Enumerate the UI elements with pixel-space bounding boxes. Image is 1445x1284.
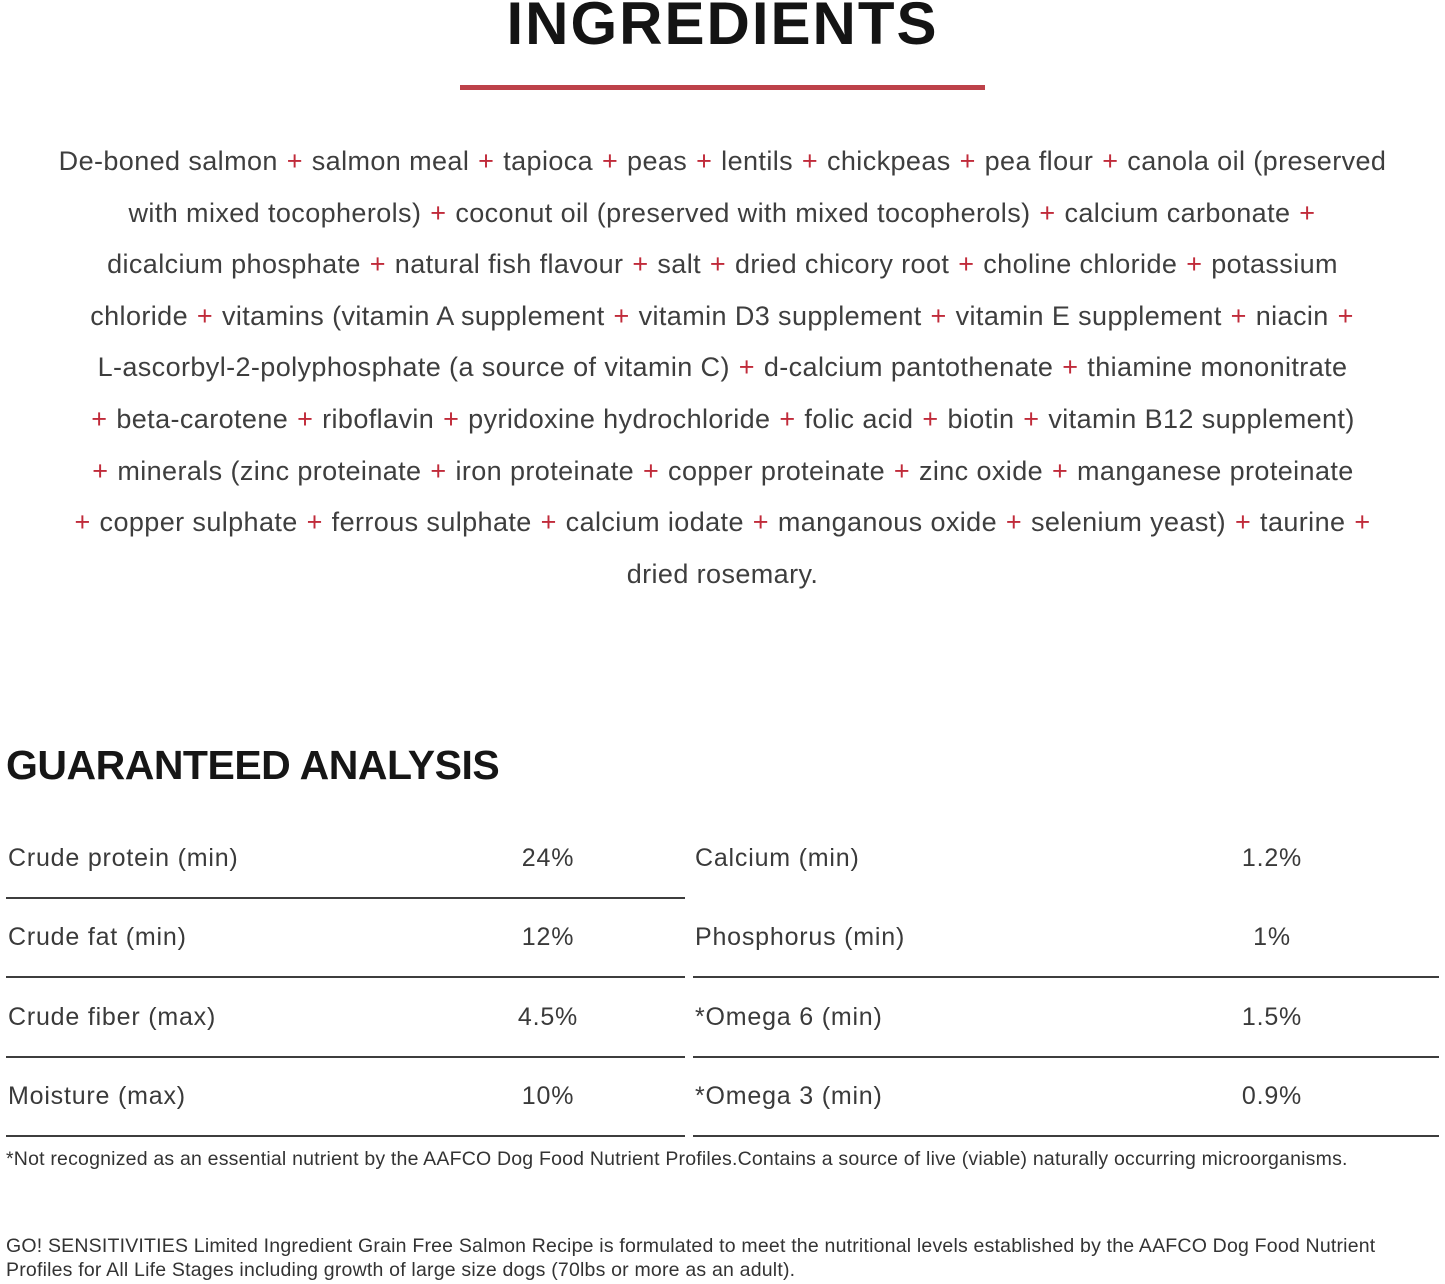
guaranteed-analysis-table: [6, 819, 1439, 1137]
plus-separator-icon: +: [540, 507, 557, 538]
asterisk-footnote: *Not recognized as an essential nutrient by the AAFCO Dog Food Nutrient Profiles.Contains a source of live (viable) naturally occurring microorganisms.: [6, 1148, 1348, 1171]
ingredients-list: [6, 136, 1439, 600]
plus-separator-icon: +: [1051, 455, 1069, 486]
plus-separator-icon: +: [1234, 507, 1252, 538]
plus-separator-icon: +: [286, 146, 303, 176]
plus-separator-icon: +: [1039, 197, 1056, 228]
plus-separator-icon: +: [601, 146, 619, 176]
plus-separator-icon: +: [922, 403, 939, 434]
plus-separator-icon: +: [1062, 352, 1079, 383]
analysis-column-right: [693, 819, 1439, 1137]
analysis-row-value: 24%: [521, 843, 575, 872]
plus-separator-icon: +: [74, 507, 91, 538]
plus-separator-icon: +: [1102, 146, 1119, 176]
plus-separator-icon: +: [709, 249, 727, 280]
plus-separator-icon: +: [196, 300, 214, 331]
analysis-row: [693, 899, 1439, 979]
analysis-row-label: Crude fat (min): [8, 923, 187, 952]
ingredient-line: + copper sulphate + ferrous sulphate + calcium iodate + manganous oxide + selenium yeast) + taurine +: [74, 507, 1371, 538]
plus-separator-icon: +: [92, 455, 109, 486]
plus-separator-icon: +: [1005, 507, 1023, 538]
plus-separator-icon: +: [1230, 300, 1247, 331]
ingredient-line: + minerals (zinc proteinate + iron proteinate + copper proteinate + zinc oxide + manganese proteinate: [92, 455, 1354, 486]
analysis-row-label: Calcium (min): [695, 843, 860, 872]
analysis-row-label: Crude fiber (max): [8, 1002, 217, 1031]
plus-separator-icon: +: [443, 403, 460, 434]
analysis-row: [693, 978, 1439, 1058]
plus-separator-icon: +: [632, 249, 649, 280]
ingredient-line: dried rosemary.: [626, 558, 819, 589]
plus-separator-icon: +: [91, 403, 108, 434]
plus-separator-icon: +: [613, 300, 630, 331]
title-underline: [460, 85, 985, 90]
plus-separator-icon: +: [801, 146, 819, 176]
plus-separator-icon: +: [1186, 249, 1203, 280]
analysis-row: [6, 899, 685, 979]
ingredients-title: INGREDIENTS: [506, 0, 939, 57]
analysis-row-label: Phosphorus (min): [695, 923, 906, 952]
plus-separator-icon: +: [1023, 403, 1040, 434]
plus-separator-icon: +: [369, 249, 386, 280]
plus-separator-icon: +: [642, 455, 660, 486]
plus-separator-icon: +: [959, 146, 976, 176]
plus-separator-icon: +: [752, 507, 769, 538]
analysis-row-label: Crude protein (min): [8, 843, 239, 872]
guaranteed-analysis-title: GUARANTEED ANALYSIS: [6, 742, 500, 789]
ingredient-line: De-boned salmon + salmon meal + tapioca + peas + lentils + chickpeas + pea flour + canola oil (preserved: [58, 146, 1387, 176]
ingredient-line: chloride + vitamins (vitamin A supplement + vitamin D3 supplement + vitamin E supplement + niacin +: [90, 300, 1354, 331]
plus-separator-icon: +: [430, 197, 447, 228]
analysis-row-label: Moisture (max): [8, 1082, 186, 1111]
analysis-row: [693, 1058, 1439, 1138]
analysis-row-value: 1.5%: [1241, 1002, 1303, 1031]
analysis-row-value: 4.5%: [517, 1002, 579, 1031]
analysis-row: [6, 819, 685, 899]
plus-separator-icon: +: [779, 403, 796, 434]
analysis-row: [693, 819, 1439, 899]
plus-separator-icon: +: [306, 507, 323, 538]
analysis-row-value: 1.2%: [1241, 843, 1303, 872]
plus-separator-icon: +: [958, 249, 975, 280]
analysis-row-value: 0.9%: [1241, 1082, 1303, 1111]
ingredient-line: + beta-carotene + riboflavin + pyridoxine hydrochloride + folic acid + biotin + vitamin B12 supplement): [91, 403, 1355, 434]
formulation-note: GO! SENSITIVITIES Limited Ingredient Grain Free Salmon Recipe is formulated to meet the nutritional levels established by the AAFCO Dog Food Nutrient Profiles for All Life Stages including growth of large size dogs (70lbs or more as an adult).: [6, 1235, 1376, 1281]
plus-separator-icon: +: [430, 455, 447, 486]
analysis-column-left: [6, 819, 685, 1137]
plus-separator-icon: +: [1299, 197, 1316, 228]
ingredient-line: L-ascorbyl-2-polyphosphate (a source of vitamin C) + d-calcium pantothenate + thiamine mononitrate: [97, 352, 1348, 383]
analysis-row-value: 1%: [1253, 923, 1291, 952]
plus-separator-icon: +: [738, 352, 755, 383]
plus-separator-icon: +: [478, 146, 495, 176]
analysis-row-value: 10%: [521, 1082, 575, 1111]
analysis-row: [6, 1058, 685, 1138]
ingredient-line: dicalcium phosphate + natural fish flavour + salt + dried chicory root + choline chloride + potassium: [107, 249, 1338, 280]
plus-separator-icon: +: [1354, 507, 1371, 538]
plus-separator-icon: +: [893, 455, 911, 486]
plus-separator-icon: +: [696, 146, 713, 176]
analysis-row: [6, 978, 685, 1058]
analysis-row-label: *Omega 3 (min): [695, 1082, 883, 1111]
analysis-row-value: 12%: [521, 923, 575, 952]
analysis-row-label: *Omega 6 (min): [695, 1002, 883, 1031]
plus-separator-icon: +: [930, 300, 947, 331]
plus-separator-icon: +: [1337, 300, 1354, 331]
plus-separator-icon: +: [297, 403, 314, 434]
ingredient-line: with mixed tocopherols) + coconut oil (preserved with mixed tocopherols) + calcium carbonate +: [128, 197, 1316, 228]
